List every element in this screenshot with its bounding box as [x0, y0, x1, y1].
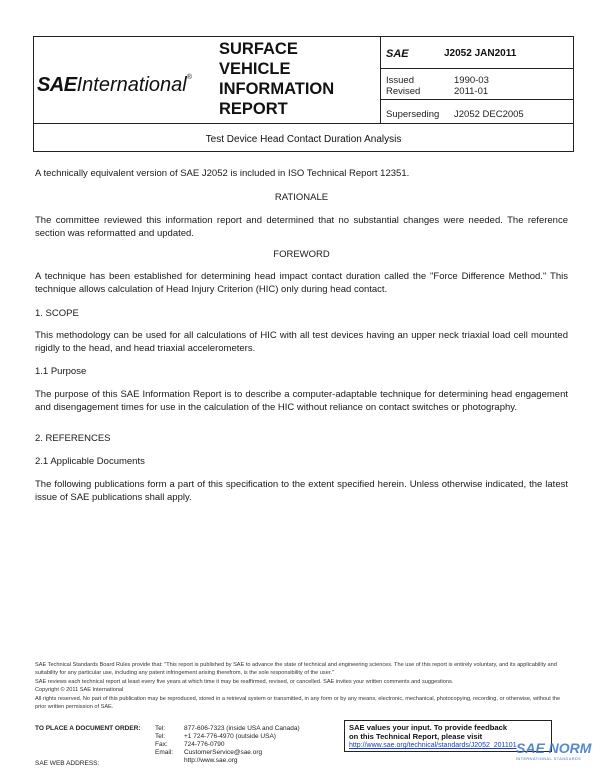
- tel-inside-usa: 877-606-7323 (inside USA and Canada): [184, 725, 300, 732]
- issued-label: Issued: [386, 75, 414, 86]
- feedback-link[interactable]: http://www.sae.org/technical/standards/J2052_201101: [349, 742, 517, 749]
- revised-value: 2011-01: [454, 86, 489, 97]
- email-address[interactable]: CustomerService@sae.org: [184, 749, 263, 756]
- applicable-documents-heading: 2.1 Applicable Documents: [35, 456, 145, 467]
- watermark-text: SAE NORM: [516, 740, 592, 756]
- header-divider-vertical: [380, 37, 381, 123]
- logo-international-text: International: [76, 74, 187, 96]
- intro-paragraph: A technically equivalent version of SAE J2052 is included in ISO Technical Report 12351.: [35, 168, 410, 179]
- rationale-paragraph: The committee reviewed this information report and determined that no substantial changes were needed. The reference section was reformatted and updated.: [35, 215, 568, 239]
- logo-trademark: ®: [186, 74, 192, 81]
- tel-label: Tel:: [155, 733, 166, 740]
- sae-international-logo: [37, 74, 192, 97]
- header-divider: [380, 68, 574, 69]
- rights-notice: All rights reserved. No part of this publication may be reproduced, stored in a retrieval system or transmitted, in any form or by any means, electronic, mechanical, photocopying, recording, or otherwise, without the prior written permission of SAE.: [35, 696, 561, 710]
- watermark-subtext: INTERNATIONAL STANDARDS: [516, 756, 582, 761]
- revised-label: Revised: [386, 86, 421, 97]
- tel-label: Tel:: [155, 725, 166, 732]
- sae-mark: SAE: [386, 48, 409, 60]
- tel-outside-usa: +1 724-776-4970 (outside USA): [184, 733, 276, 740]
- fax-label: Fax:: [155, 741, 168, 748]
- rationale-heading: RATIONALE: [274, 192, 329, 203]
- foreword-paragraph: A technique has been established for determining head impact contact duration called the "Force Difference Method." This technique allows calculation of Head Injury Criterion (HIC) only during head contact.: [35, 271, 568, 295]
- superseding-label: Superseding: [386, 109, 440, 120]
- watermark-logo: [516, 740, 591, 761]
- report-type-line: SURFACE: [219, 40, 298, 58]
- feedback-line: SAE values your input. To provide feedback: [349, 723, 508, 732]
- applicable-documents-paragraph: The following publications form a part of this specification to the extent specified herein. Unless otherwise indicated, the latest issue of SAE publications shall apply.: [35, 479, 568, 503]
- standards-board-notice: SAE Technical Standards Board Rules provide that: "This report is published by SAE to advance the state of technical and engineering sciences. The use of this report is entirely voluntary, and its applicability and suitability for any particular use, including any patent infringement arising therefrom, is the sole responsibility of the user.": [35, 662, 557, 676]
- document-title: Test Device Head Contact Duration Analysis: [205, 134, 402, 145]
- report-type-line: REPORT: [219, 100, 288, 118]
- fax-number: 724-776-0790: [184, 741, 225, 748]
- header-divider: [380, 99, 574, 100]
- web-address[interactable]: http://www.sae.org: [184, 757, 238, 764]
- scope-paragraph: This methodology can be used for all calculations of HIC with all test devices having an upper neck triaxial load cell mounted rigidly to the head, and head triaxial accelerometers.: [35, 330, 568, 354]
- bottom-web-label: SAE WEB ADDRESS:: [35, 760, 100, 767]
- header-divider-horizontal: [34, 123, 573, 124]
- document-number: J2052 JAN2011: [444, 48, 517, 59]
- superseding-value: J2052 DEC2005: [454, 109, 524, 120]
- logo-sae-text: SAE: [37, 74, 77, 96]
- report-type: [219, 39, 334, 119]
- references-heading: 2. REFERENCES: [35, 433, 111, 444]
- scope-heading: 1. SCOPE: [35, 308, 79, 319]
- issued-value: 1990-03: [454, 75, 489, 86]
- order-label: TO PLACE A DOCUMENT ORDER:: [35, 725, 141, 732]
- feedback-line: on this Technical Report, please visit: [349, 732, 483, 741]
- foreword-heading: FOREWORD: [273, 249, 330, 260]
- copyright-notice: Copyright © 2011 SAE International: [35, 687, 124, 693]
- review-notice: SAE reviews each technical report at least every five years at which time it may be reaffirmed, revised, or cancelled. SAE invites your written comments and suggestions.: [35, 679, 454, 685]
- document-header: [33, 36, 574, 152]
- email-label: Email:: [155, 749, 174, 756]
- report-type-line: INFORMATION: [219, 80, 335, 98]
- purpose-paragraph: The purpose of this SAE Information Report is to describe a computer-adaptable technique for determining head engagement and disengagement times for use in the calculation of the HIC without reliance on contact switches or photography.: [35, 389, 568, 413]
- purpose-heading: 1.1 Purpose: [35, 366, 87, 377]
- report-type-line: VEHICLE: [219, 60, 291, 78]
